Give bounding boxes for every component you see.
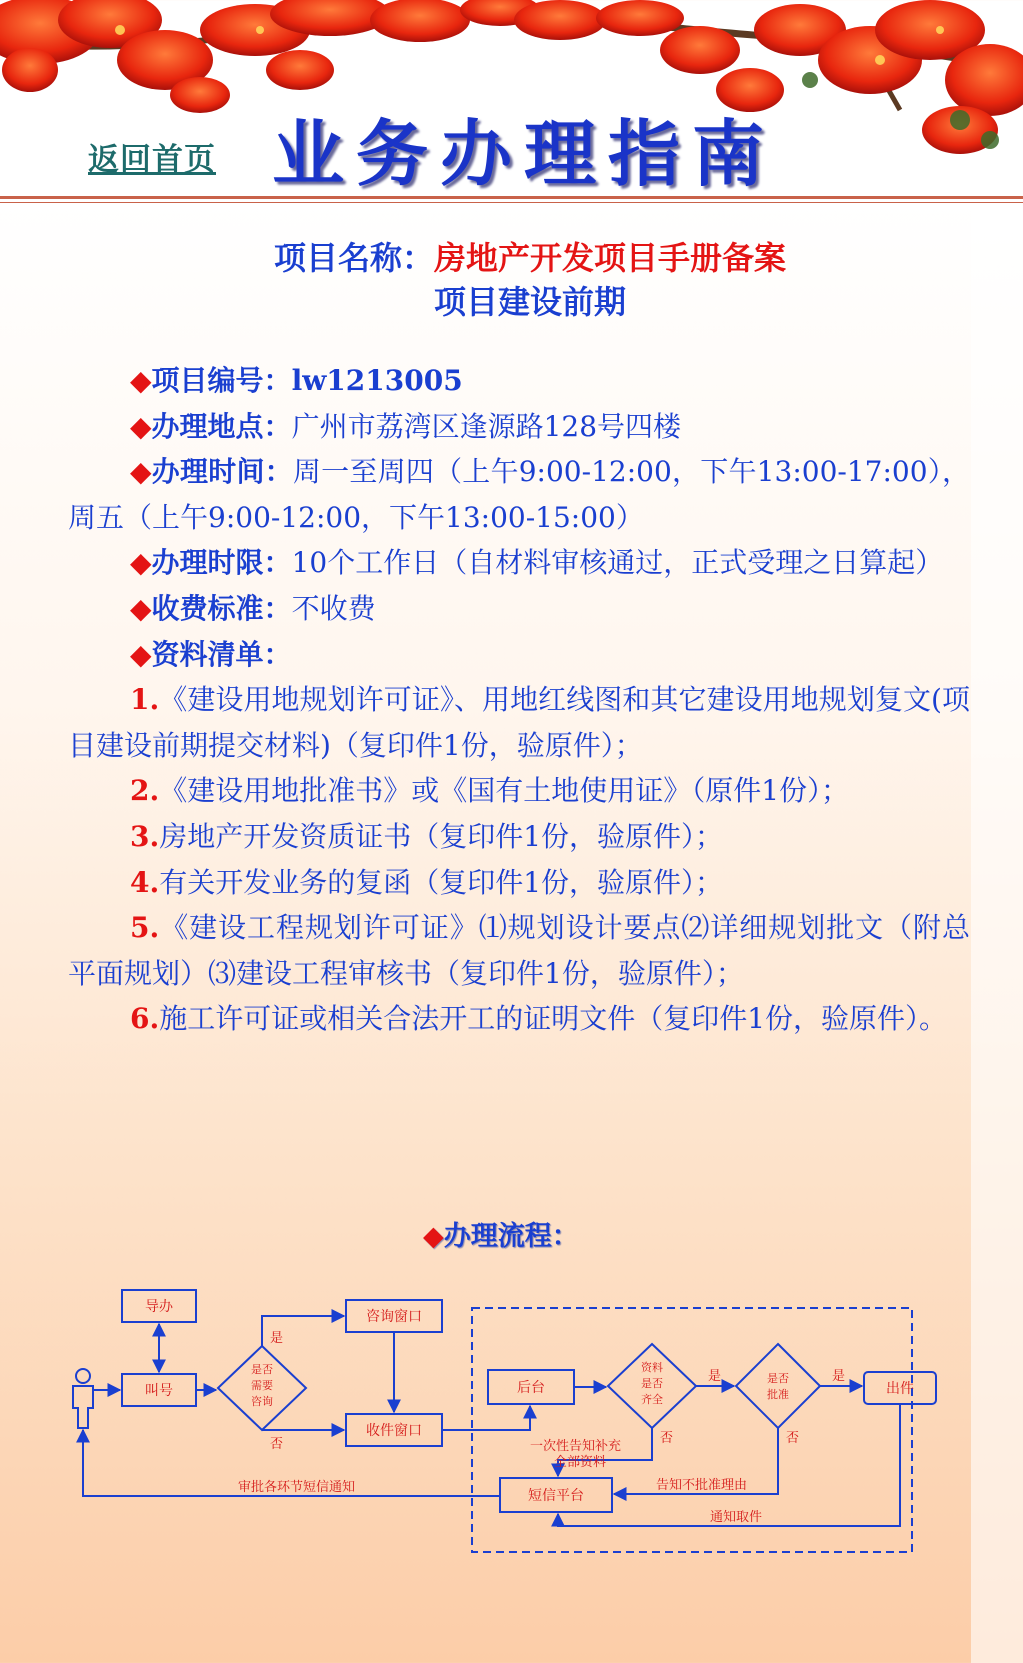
material-text: 房地产开发资质证书（复印件1份，验原件）； (159, 819, 724, 853)
limit-value: 10个工作日（自材料审核通过，正式受理之日算起） (291, 546, 944, 580)
guide-content (68, 358, 970, 1042)
process-flowchart (60, 1282, 960, 1562)
material-text: 施工许可证或相关合法开工的证明文件（复印件1份，验原件）。 (159, 1002, 948, 1036)
project-name-label: 项目名称： (273, 239, 434, 277)
info-fee (68, 586, 970, 632)
diamond-bullet-icon: ◆ (130, 546, 152, 580)
consult-q-line: 是否 (251, 1363, 273, 1376)
limit-label: 办理时限： (151, 546, 292, 580)
supplement-label: 一次性告知补充 (530, 1439, 622, 1454)
consult-q-line: 需要 (251, 1379, 273, 1392)
yes-label: 是 (708, 1369, 722, 1384)
hours-label: 办理时间： (151, 455, 293, 489)
issue-label: 出件 (886, 1381, 914, 1397)
approve-q-line: 批准 (767, 1388, 789, 1401)
info-limit (68, 540, 970, 586)
material-number: 3. (130, 819, 160, 853)
info-hours (68, 449, 970, 540)
guide-node-label: 导办 (145, 1299, 173, 1315)
fee-label: 收费标准： (151, 591, 292, 625)
hours-value: 周一至周四（上午9:00-12:00，下午13:00-17:00），周五（上午9:00-12:00，下午13:00-15:00） (68, 455, 970, 534)
notify-pickup-label: 通知取件 (710, 1510, 763, 1525)
material-item (68, 677, 970, 768)
diamond-bullet-icon: ◆ (130, 409, 152, 443)
backend-area (472, 1308, 912, 1552)
call-node-label: 叫号 (145, 1383, 173, 1399)
material-number: 2. (130, 774, 160, 808)
receive-window-label: 收件窗口 (366, 1423, 422, 1439)
project-heading (0, 236, 1023, 324)
material-item (68, 905, 970, 996)
complete-q-line: 齐全 (641, 1393, 663, 1406)
home-link[interactable]: 返回首页 (88, 142, 216, 178)
material-item (68, 860, 970, 906)
diamond-bullet-icon: ◆ (423, 1221, 444, 1252)
header-banner (0, 0, 1023, 200)
location-label: 办理地点： (151, 409, 292, 443)
material-text: 《建设工程规划许可证》⑴规划设计要点⑵详细规划批文（附总平面规划）⑶建设工程审核书（复印件1份，验原件）； (68, 911, 970, 990)
diamond-bullet-icon: ◆ (130, 455, 152, 489)
backend-label: 后台 (517, 1380, 545, 1396)
material-number: 4. (130, 865, 160, 899)
material-text: 有关开发业务的复函（复印件1份，验原件）； (159, 865, 724, 899)
header-divider-thin (0, 202, 1023, 203)
approve-q-line: 是否 (767, 1372, 789, 1385)
info-code (68, 358, 970, 404)
no-label: 否 (270, 1437, 284, 1452)
material-text: 《建设用地批准书》或《国有土地使用证》（原件1份）； (159, 774, 850, 808)
diamond-bullet-icon: ◆ (130, 637, 152, 671)
material-item (68, 996, 970, 1042)
complete-q-line: 是否 (641, 1377, 663, 1390)
code-label: 项目编号： (151, 364, 292, 397)
consult-window-label: 咨询窗口 (366, 1309, 422, 1325)
material-item (68, 768, 970, 814)
reject-reason-label: 告知不批准理由 (656, 1478, 748, 1493)
sms-notice-label: 审批各环节短信通知 (238, 1480, 356, 1495)
project-name: 房地产开发项目手册备案 (434, 239, 787, 277)
supplement-label: 全部资料 (554, 1455, 607, 1470)
project-stage: 项目建设前期 (433, 283, 626, 321)
right-margin-strip (971, 200, 1023, 1663)
complete-q-line: 资料 (641, 1361, 663, 1374)
code-value: lw1213005 (291, 364, 463, 397)
material-number: 1. (130, 683, 160, 717)
no-label: 否 (786, 1431, 800, 1446)
materials-label: 资料清单： (151, 637, 292, 671)
sms-platform-label: 短信平台 (528, 1488, 584, 1504)
process-title (423, 1214, 579, 1253)
info-materials (68, 632, 970, 678)
material-number: 6. (130, 1002, 160, 1036)
info-location (68, 404, 970, 450)
fee-value: 不收费 (291, 591, 376, 625)
yes-label: 是 (270, 1331, 284, 1346)
header-divider (0, 196, 1023, 199)
process-title-text: 办理流程： (443, 1221, 579, 1252)
material-text: 《建设用地规划许可证》、用地红线图和其它建设用地规划复文(项目建设前期提交材料)（复印件1份，验原件）； (68, 683, 970, 762)
no-label: 否 (660, 1431, 674, 1446)
material-number: 5. (130, 911, 160, 945)
yes-label: 是 (832, 1369, 846, 1384)
approve-decision (736, 1344, 820, 1428)
consult-q-line: 咨询 (251, 1395, 273, 1408)
location-value: 广州市荔湾区逢源路128号四楼 (291, 409, 682, 443)
page-title: 业务办理指南 (272, 112, 777, 196)
applicant-person-icon (73, 1369, 93, 1428)
diamond-bullet-icon: ◆ (130, 364, 152, 397)
diamond-bullet-icon: ◆ (130, 591, 152, 625)
material-item (68, 814, 970, 860)
